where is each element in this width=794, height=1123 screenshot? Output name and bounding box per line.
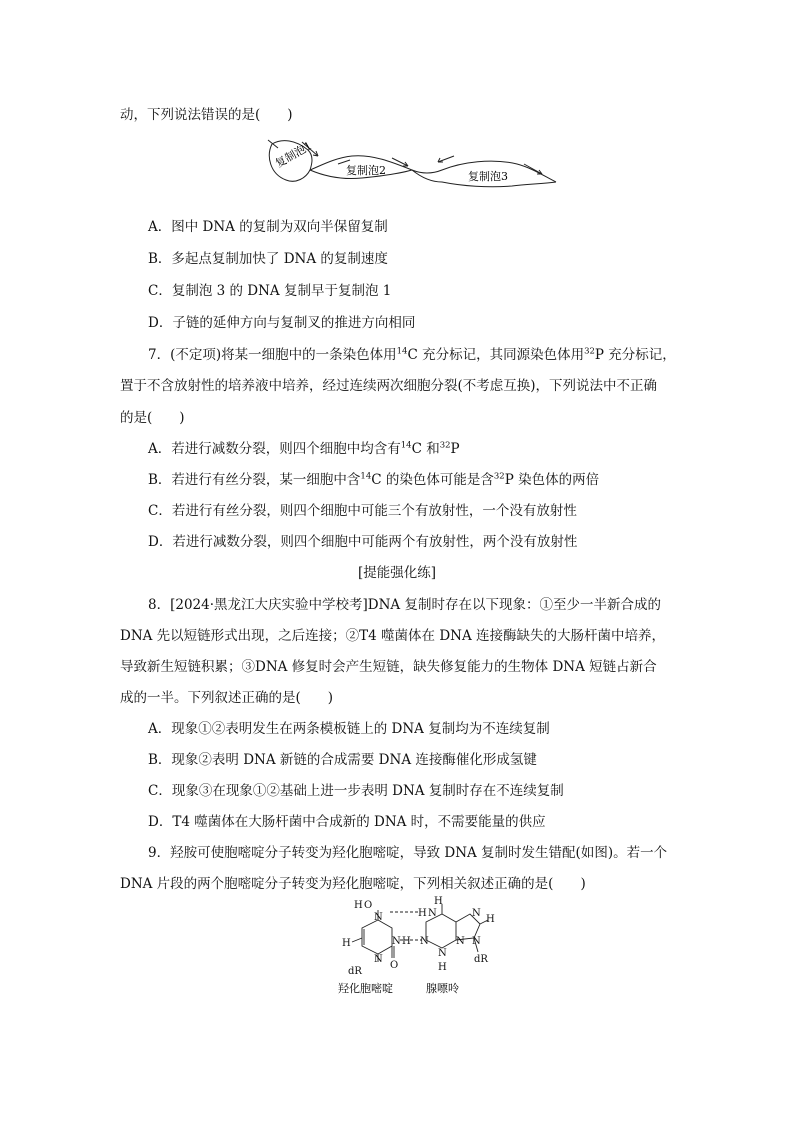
atom-dr-left: dR (348, 966, 362, 977)
q7-stem-line-3: 的是( ) (120, 410, 185, 426)
bubble-label-2: 复制泡2 (346, 164, 386, 177)
q8-stem-line-1: 8．[2024·黑龙江大庆实验中学校考]DNA 复制时存在以下现象：①至少一半新合成的 (148, 597, 661, 613)
q6-option-c: C．复制泡 3 的 DNA 复制早于复制泡 1 (148, 283, 392, 299)
atom-n-adenine-3: N (456, 936, 465, 947)
atom-o-hydroxyl: O (364, 900, 373, 911)
q9-stem-line-2: DNA 片段的两个胞嘧啶分子转变为羟化胞嘧啶，下列相关叙述正确的是( ) (120, 876, 586, 892)
atom-dr-right: dR (474, 954, 488, 965)
q6-option-b: B．多起点复制加快了 DNA 的复制速度 (148, 251, 388, 267)
q8-stem-line-2: DNA 先以短链形式出现，之后连接；②T4 噬菌体在 DNA 连接酶缺失的大肠杆菌中培养， (120, 628, 666, 644)
atom-n-cytosine-1: N (374, 954, 383, 965)
q8-option-d: D．T4 噬菌体在大肠杆菌中合成新的 DNA 时，不需要能量的供应 (148, 814, 546, 830)
q8-option-a: A．现象①②表明发生在两条模板链上的 DNA 复制均为不连续复制 (148, 721, 550, 737)
atom-n-adenine-2: N (438, 948, 447, 959)
replication-bubble-diagram (262, 134, 562, 200)
atom-n-adenine-1: N (420, 936, 429, 947)
caption-adenine: 腺嘌呤 (426, 982, 459, 995)
question-6-stem-tail: 动，下列说法错误的是( ) (120, 107, 293, 123)
q7-option-c: C．若进行有丝分裂，则四个细胞中可能三个有放射性，一个没有放射性 (148, 503, 577, 519)
atom-h-n3: H (402, 936, 411, 947)
q6-option-a: A．图中 DNA 的复制为双向半保留复制 (148, 219, 388, 235)
q7-stem-line-1: 7．(不定项)将某一细胞中的一条染色体用$^{14}$C 充分标记，其同源染色体用$^{32}$P 充分标记， (148, 346, 676, 363)
atom-n-cytosine-4: N (374, 912, 383, 923)
bubble-label-1: 复制泡1 (273, 139, 315, 171)
base-pair-structure-diagram (330, 896, 500, 1000)
atom-n-adenine-6: N (428, 908, 437, 919)
bubble-label-3: 复制泡3 (468, 170, 508, 183)
q8-stem-line-4: 成的一半。下列叙述正确的是( ) (120, 690, 334, 706)
atom-o-carbonyl: O (390, 960, 399, 971)
q8-stem-line-3: 导致新生短链积累；③DNA 修复时会产生短链，缺失修复能力的生物体 DNA 短链占新合 (120, 659, 657, 675)
q7-option-d: D．若进行减数分裂，则四个细胞中可能两个有放射性，两个没有放射性 (148, 534, 578, 550)
q8-option-c: C．现象③在现象①②基础上进一步表明 DNA 复制时存在不连续复制 (148, 783, 564, 799)
atom-h-top-left: H (354, 900, 363, 911)
atom-h-cytosine-5: H (342, 938, 351, 949)
atom-h-amine: H (434, 896, 443, 907)
atom-h-bond-donor: H (418, 908, 427, 919)
atom-n-cytosine-3: N (392, 936, 401, 947)
q8-option-b: B．现象②表明 DNA 新链的合成需要 DNA 连接酶催化形成氢键 (148, 752, 537, 768)
atom-n-adenine-9: N (472, 936, 481, 947)
q7-option-b: B．若进行有丝分裂，某一细胞中含$^{14}$C 的染色体可能是含$^{32}$P 染色体的两倍 (148, 471, 600, 488)
q9-stem-line-1: 9．羟胺可使胞嘧啶分子转变为羟化胞嘧啶，导致 DNA 复制时发生错配(如图)。若一个 (148, 845, 668, 861)
q7-stem-line-2: 置于不含放射性的培养液中培养，经过连续两次细胞分裂(不考虑互换)，下列说法中不正确 (120, 378, 658, 394)
q6-option-d: D．子链的延伸方向与复制叉的推进方向相同 (148, 315, 416, 331)
atom-n-adenine-7: N (472, 908, 481, 919)
atom-h-adenine-8: H (486, 914, 495, 925)
atom-h-adenine-2: H (438, 962, 447, 973)
caption-hydroxycytosine: 羟化胞嘧啶 (338, 982, 393, 995)
section-title: [提能强化练] (357, 565, 437, 581)
q7-option-a: A．若进行减数分裂，则四个细胞中均含有$^{14}$C 和$^{32}$P (148, 440, 460, 457)
